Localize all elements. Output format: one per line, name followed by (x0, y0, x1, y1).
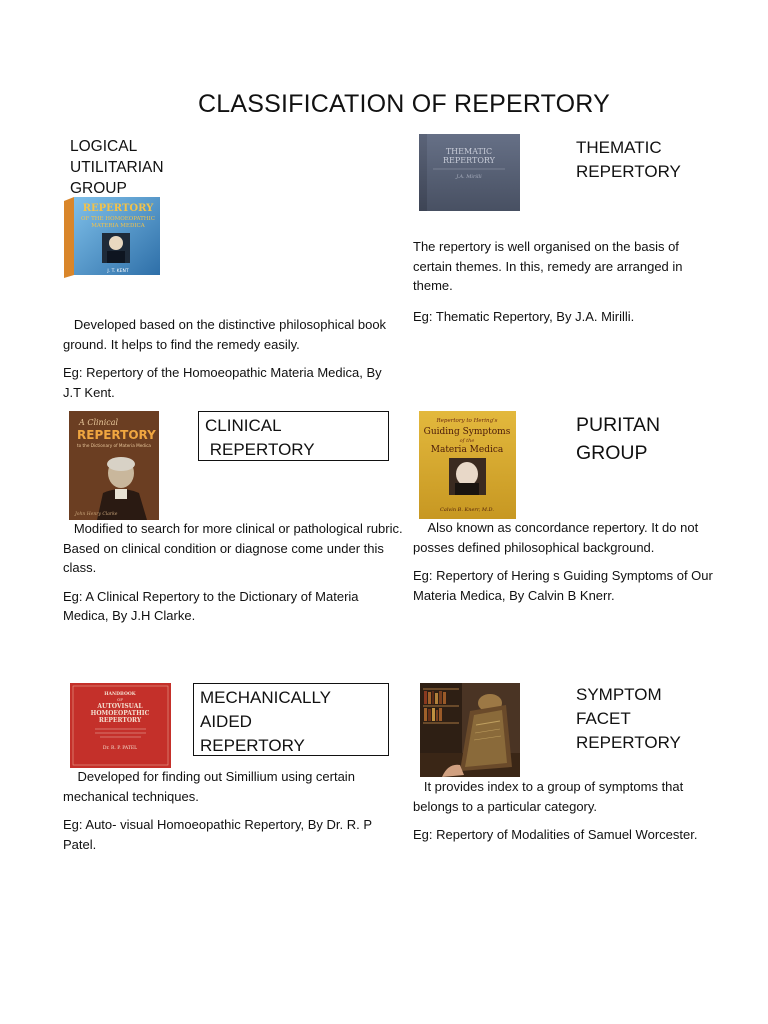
kent-book-cover (62, 197, 161, 278)
cover-subtitle: OF THE HOMOEOPATHIC (81, 216, 155, 222)
mechanical-text (63, 767, 408, 854)
description: It provides index to a group of symptoms that belongs to a particular category. (413, 779, 684, 814)
mechanical-heading (193, 683, 389, 756)
heading-line: UTILITARIAN (70, 159, 164, 176)
clarke-book-cover (69, 411, 159, 520)
cover-title: REPERTORY (443, 156, 495, 165)
heading-line: CLINICAL (205, 416, 282, 435)
puritan-text (413, 518, 723, 605)
heading-line: REPERTORY (205, 440, 315, 459)
cover-subtitle: OF (116, 697, 124, 702)
description: The repertory is well organised on the basis of certain themes. In this, remedy are arranged in theme. (413, 239, 683, 293)
cover-subtitle: to the Dictionary of Materia Medica (77, 443, 151, 448)
heading-line: SYMPTOM (576, 685, 662, 704)
knerr-book-cover (419, 411, 516, 519)
heading-line: MECHANICALLY (200, 688, 331, 707)
cover-subtitle: Repertory to Hering's (436, 418, 498, 424)
heading-line: GROUP (576, 442, 648, 464)
cover-author: J.A. Mirilli (456, 174, 482, 180)
description: Modified to search for more clinical or pathological rubric. Based on clinical condition or diagnose come under this class. (63, 521, 403, 575)
cover-author: J. T. KENT (107, 269, 129, 274)
thematic-book-cover (419, 134, 520, 211)
thematic-heading (576, 136, 681, 184)
heading-line: LOGICAL (70, 138, 138, 155)
cover-title: A Clinical (79, 418, 119, 427)
logical-group-text (63, 315, 398, 402)
example: Eg: Repertory of Modalities of Samuel Worcester. (413, 827, 698, 842)
heading-line: REPERTORY (200, 736, 305, 755)
cover-title: THEMATIC (445, 147, 493, 156)
heading-line: FACET (576, 709, 631, 728)
cover-title: AUTOVISUAL (97, 703, 143, 710)
cover-title: REPERTORY (82, 203, 154, 214)
cover-title: Guiding Symptoms (423, 427, 511, 437)
heading-line: GROUP (70, 180, 127, 197)
puritan-heading (576, 411, 660, 467)
description: Also known as concordance repertory. It do not posses defined philosophical background. (413, 520, 699, 555)
description: Developed for finding out Simillium using certain mechanical techniques. (63, 769, 355, 804)
symptom-heading (576, 683, 681, 755)
cover-subtitle: MATERIA MEDICA (91, 223, 145, 229)
clinical-text (63, 519, 403, 626)
heading-line: REPERTORY (576, 733, 681, 752)
heading-line: PURITAN (576, 414, 661, 436)
library-image (420, 683, 520, 777)
thematic-text (413, 237, 718, 326)
logical-group-heading (70, 136, 164, 199)
example: Eg: Repertory of the Homoeopathic Materia Medica, By J.T Kent. (63, 365, 382, 400)
cover-author: Dr. R. P. PATEL (102, 746, 138, 751)
cover-subtitle: of the (459, 438, 475, 444)
heading-line: REPERTORY (576, 162, 681, 181)
page-title: CLASSIFICATION OF REPERTORY (198, 90, 610, 118)
cover-author: John Henry Clarke (75, 512, 118, 517)
symptom-text (413, 777, 713, 845)
cover-author: Calvin B. Knerr, M.D. (440, 507, 494, 513)
cover-subtitle: HANDBOOK (104, 692, 136, 697)
cover-title: Materia Medica (430, 445, 504, 455)
example: Eg: Auto- visual Homoeopathic Repertory, By Dr. R. P Patel. (63, 817, 372, 852)
description: Developed based on the distinctive philosophical book ground. It helps to find the remedy easily. (63, 317, 387, 352)
clinical-heading (198, 411, 389, 461)
patel-book-cover (70, 683, 171, 768)
heading-line: THEMATIC (576, 138, 662, 157)
cover-title: REPERTORY (98, 717, 142, 724)
cover-title: REPERTORY (77, 428, 156, 442)
example: Eg: A Clinical Repertory to the Dictionary of Materia Medica, By J.H Clarke. (63, 588, 359, 623)
heading-line: AIDED (200, 712, 252, 731)
example: Eg: Repertory of Hering s Guiding Symptoms of Our Materia Medica, By Calvin B Knerr. (413, 568, 713, 603)
example: Eg: Thematic Repertory, By J.A. Mirilli. (413, 308, 635, 324)
cover-title: HOMOEOPATHIC (90, 710, 150, 717)
